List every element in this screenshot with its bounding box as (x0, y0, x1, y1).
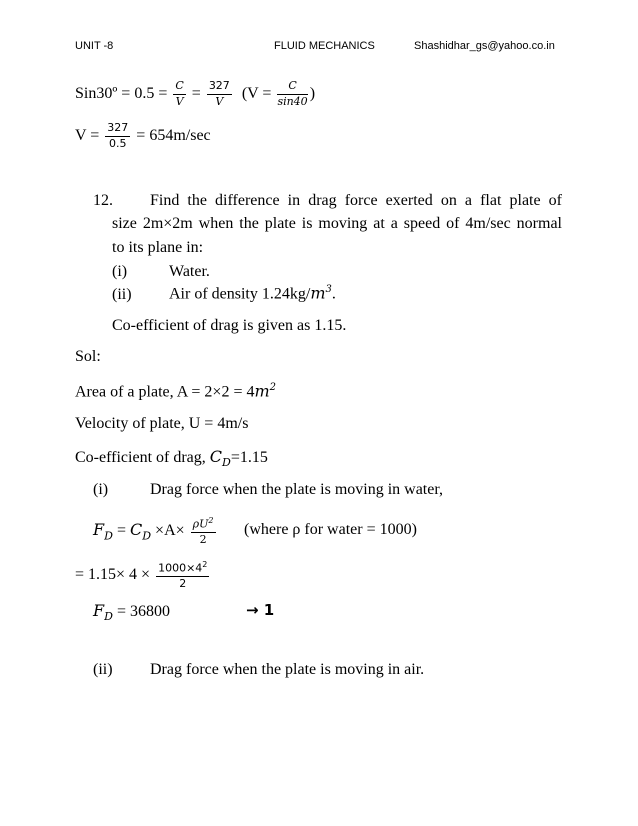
equation-sin30: Sin30º = 0.5 = $\frac{C}{V}$ = $\frac{327}{V}$ (V = $\frac{C}{\sin 40}$ ) (75, 79, 316, 108)
question-cd-line: Co-efficient of drag is given as 1.15. (112, 317, 347, 334)
question-line-3: to its plane in: (112, 239, 204, 256)
part-1-text: Drag force when the plate is moving in water, (150, 481, 444, 498)
header-email: Shashidhar_gs@yahoo.co.in (414, 40, 555, 52)
fraction-327-over-0.5: $\frac{327}{0.5}$ (107, 121, 129, 150)
fraction-1000x4sq-over-2: $\frac{1000\times 4^2}{2}$ (158, 560, 208, 591)
fraction-rho-u2-over-2: $\frac{\rho U^2}{2}$ (192, 516, 214, 547)
question-line-1: Find the difference in drag force exerted on a flat plate of (150, 192, 562, 209)
part-2-text: Drag force when the plate is moving in air. (150, 661, 425, 678)
fraction-c-over-v: $\frac{C}{V}$ (175, 79, 184, 108)
question-item-2-label: (ii) (112, 286, 132, 303)
question-item-1-text: Water. (169, 263, 210, 280)
question-number: 12. (93, 192, 113, 209)
solution-area: Area of a plate, $A = 2\times 2 = 4m^2$ (75, 381, 277, 401)
part-2-label: (ii) (93, 661, 113, 678)
result-arrow-marker: → 1 (246, 601, 275, 619)
fraction-c-over-sin40: $\frac{C}{\sin 40}$ (277, 79, 308, 108)
question-item-1-label: (i) (112, 263, 128, 280)
drag-force-formula: $F_D = C_D \times A\times$ $\frac{\rho U^2}{2}$ (93, 516, 214, 547)
question-line-2: size 2m×2m when the plate is moving at a speed of 4m/sec normal (112, 215, 562, 232)
solution-label: Sol: (75, 348, 101, 365)
drag-force-result: $F_D = 36800$ (93, 601, 170, 624)
part-1-label: (i) (93, 481, 109, 498)
fraction-327-over-v: $\frac{327}{V}$ (208, 79, 230, 108)
header-subject: FLUID MECHANICS (274, 40, 375, 52)
solution-velocity: Velocity of plate, U = 4m/s (75, 415, 249, 432)
header-unit: UNIT -8 (75, 40, 114, 52)
water-density-note: (where ρ for water = 1000) (244, 521, 417, 538)
drag-force-calculation: = 1.15× 4 × $\frac{1000\times 4^2}{2}$ (75, 560, 208, 591)
question-item-2-text: Air of density $1.24kg/m^3$. (169, 283, 336, 303)
equation-velocity: V = $\frac{327}{0.5}$ = 654m/sec (75, 121, 211, 150)
solution-drag-coefficient: Co-efficient of drag, $C_D=1.15$ (75, 447, 268, 470)
